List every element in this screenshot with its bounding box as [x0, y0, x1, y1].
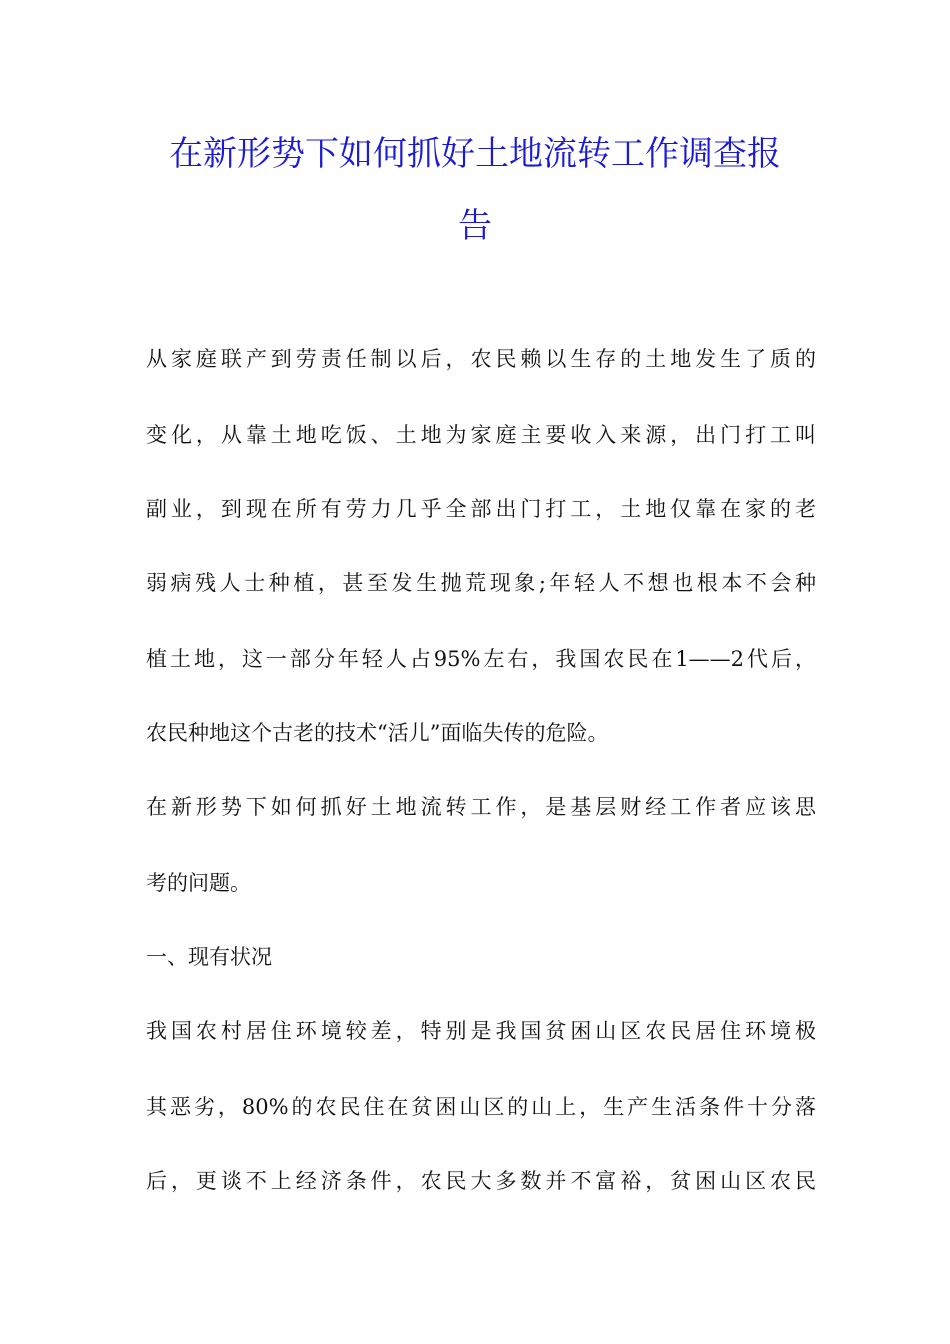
body-line: 副业，到现在所有劳力几乎全部出门打工，土地仅靠在家的老: [146, 497, 816, 521]
body-line: 变化，从靠土地吃饭、土地为家庭主要收入来源，出门打工叫: [146, 423, 816, 447]
body-line: 其恶劣，80%的农民住在贫困山区的山上，生产生活条件十分落: [146, 1095, 816, 1119]
body-line: 在新形势下如何抓好土地流转工作，是基层财经工作者应该思: [146, 795, 816, 819]
body-line: 后，更谈不上经济条件，农民大多数并不富裕，贫困山区农民: [146, 1169, 816, 1193]
section-heading: 一、现有状况: [146, 945, 272, 969]
body-line: 农民种地这个古老的技术“活儿”面临失传的危险。: [146, 721, 609, 745]
document-title-line-1: 在新形势下如何抓好土地流转工作调查报: [169, 134, 781, 174]
document-title-line-2: 告: [458, 206, 492, 246]
body-line: 植土地，这一部分年轻人占95%左右，我国农民在1——2代后，: [146, 647, 816, 671]
body-line: 从家庭联产到劳责任制以后，农民赖以生存的土地发生了质的: [146, 347, 816, 371]
body-line: 考的问题。: [146, 871, 251, 895]
body-line: 我国农村居住环境较差，特别是我国贫困山区农民居住环境极: [146, 1019, 816, 1043]
body-line: 弱病残人士种植，甚至发生抛荒现象;年轻人不想也根本不会种: [146, 571, 816, 595]
